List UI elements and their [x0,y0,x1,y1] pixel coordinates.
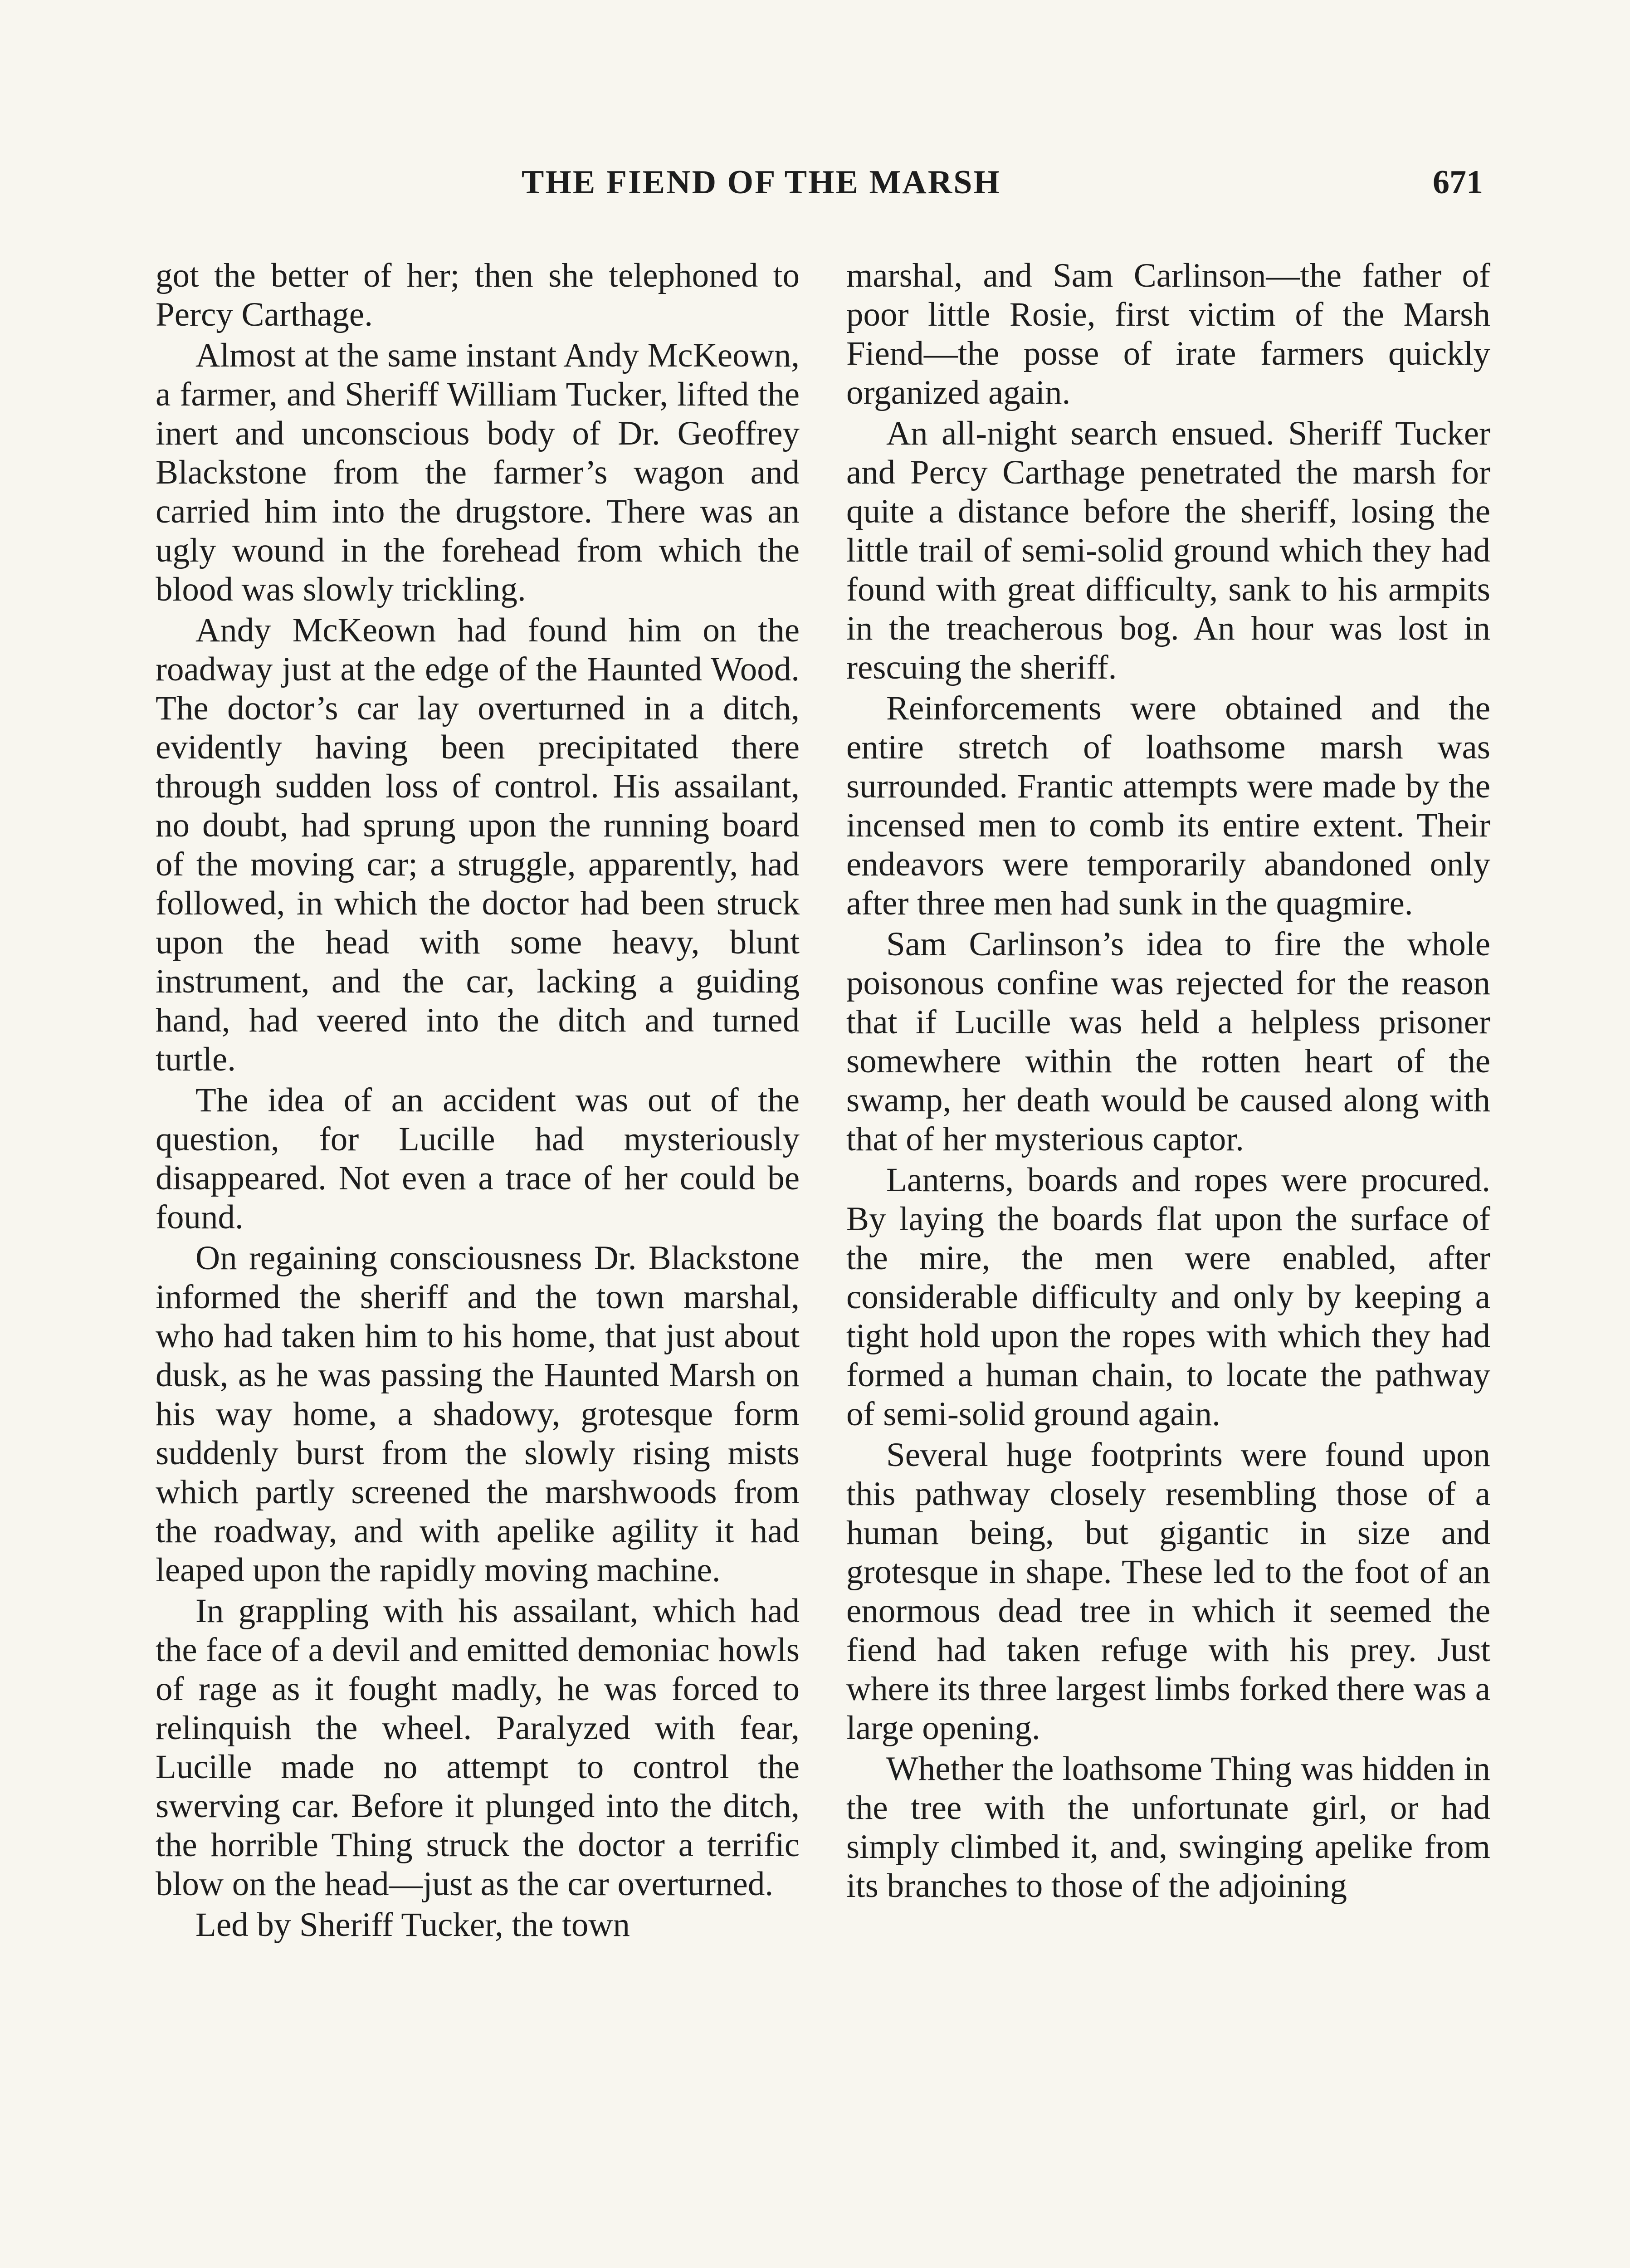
paragraph: got the better of her; then she telephoned to Percy Carthage. [156,257,800,333]
paragraph: Whether the loathsome Thing was hidden in the tree with the unfortunate girl, or had simply climbed it, and, swinging apelike from its branches to those of the adjoining [846,1750,1490,1905]
paragraph: Andy McKeown had found him on the roadway just at the edge of the Haunted Wood. The doctor’s car lay overturned in a ditch, evidently having been precipitated there through sudden loss of control. His assailant, no doubt, had sprung upon the running board of the moving car; a struggle, apparently, had followed, in which the doctor had been struck upon the head with some heavy, blunt instrument, and the car, lacking a guiding hand, had veered into the ditch and turned turtle. [156,611,800,1078]
paragraph: Lanterns, boards and ropes were procured. By laying the boards flat upon the surface of the mire, the men were enabled, after considerable difficulty and only by keeping a tight hold upon the ropes with which they had formed a human chain, to locate the pathway of semi-solid ground again. [846,1161,1490,1433]
left-column [156,256,800,1945]
right-column [846,256,1490,1906]
page-header [522,163,1483,213]
paragraph: An all-night search ensued. Sheriff Tucker and Percy Carthage penetrated the marsh for quite a distance before the sheriff, losing the little trail of semi-solid ground which they had found with great difficulty, sank to his armpits in the treacherous bog. An hour was lost in rescuing the sheriff. [846,415,1490,686]
paragraph: Led by Sheriff Tucker, the town [195,1906,630,1944]
paragraph: The idea of an accident was out of the question, for Lucille had mysteriously disappeared. Not even a trace of her could be found. [156,1081,800,1236]
paragraph: Almost at the same instant Andy McKeown, a farmer, and Sheriff William Tucker, lifted the inert and unconscious body of Dr. Geoffrey Blackstone from the farmer’s wagon and carried him into the drugstore. There was an ugly wound in the forehead from which the blood was slowly trickling. [156,337,800,608]
paragraph: In grappling with his assailant, which had the face of a devil and emitted demoniac howls of rage as it fought madly, he was forced to relinquish the wheel. Paralyzed with fear, Lucille made no attempt to control the swerving car. Before it plunged into the ditch, the horrible Thing struck the doctor a terrific blow on the head—just as the car overturned. [156,1592,800,1903]
paragraph: Several huge footprints were found upon this pathway closely resembling those of a human being, but gigantic in size and grotesque in shape. These led to the foot of an enormous dead tree in which it seemed the fiend had taken refuge with his prey. Just where its three largest limbs forked there was a large opening. [846,1436,1490,1747]
paragraph: Reinforcements were obtained and the entire stretch of loathsome marsh was surrounded. Frantic attempts were made by the incensed men to comb its entire extent. Their endeavors were temporarily abandoned only after three men had sunk in the quagmire. [846,689,1490,922]
paragraph: Sam Carlinson’s idea to fire the whole poisonous confine was rejected for the reason that if Lucille was held a helpless prisoner somewhere within the rotten heart of the swamp, her death would be caused along with that of her mysterious captor. [846,925,1490,1158]
paragraph: On regaining consciousness Dr. Blackstone informed the sheriff and the town marshal, who had taken him to his home, that just about dusk, as he was passing the Haunted Marsh on his way home, a shadowy, grotesque form suddenly burst from the slowly rising mists which partly screened the marshwoods from the roadway, and with apelike agility it had leaped upon the rapidly moving machine. [156,1239,800,1589]
paragraph: marshal, and Sam Carlinson—the father of poor little Rosie, first victim of the Marsh Fiend—the posse of irate farmers quickly organized again. [846,257,1490,411]
page-number: 671 [1433,164,1483,201]
running-title: THE FIEND OF THE MARSH [522,164,1001,201]
